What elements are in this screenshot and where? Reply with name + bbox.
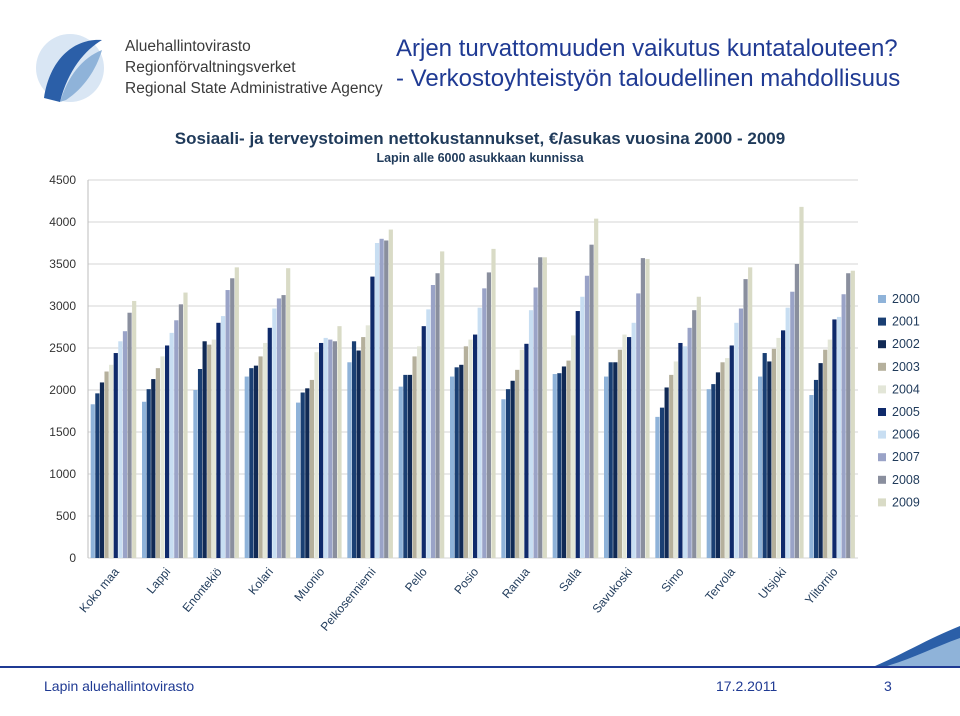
legend-swatch bbox=[878, 408, 886, 416]
legend-label: 2007 bbox=[892, 450, 920, 465]
bar bbox=[720, 362, 724, 558]
bar bbox=[566, 361, 570, 558]
bar bbox=[450, 377, 454, 558]
bar bbox=[669, 375, 673, 558]
logo-text bbox=[125, 36, 383, 99]
bar bbox=[123, 331, 127, 558]
bar bbox=[562, 366, 566, 558]
bar bbox=[268, 328, 272, 558]
bar bbox=[147, 389, 151, 558]
bar bbox=[655, 417, 659, 558]
bar bbox=[468, 340, 472, 558]
bar bbox=[809, 395, 813, 558]
bar bbox=[95, 393, 99, 558]
bar bbox=[198, 369, 202, 558]
x-tick-label: Tervola bbox=[702, 564, 738, 604]
bar bbox=[478, 308, 482, 558]
bar bbox=[235, 267, 239, 558]
bar bbox=[114, 353, 118, 558]
bar bbox=[216, 323, 220, 558]
chart-subtitle: Lapin alle 6000 asukkaan kunnissa bbox=[376, 151, 584, 165]
bar bbox=[408, 375, 412, 558]
y-tick-label: 4500 bbox=[49, 173, 76, 187]
bar bbox=[375, 243, 379, 558]
bar bbox=[435, 273, 439, 558]
bar bbox=[618, 350, 622, 558]
bar bbox=[632, 323, 636, 558]
bar bbox=[464, 346, 468, 558]
legend-swatch bbox=[878, 431, 886, 439]
bar bbox=[245, 377, 249, 558]
bar bbox=[482, 288, 486, 558]
bar bbox=[711, 384, 715, 558]
slide-title-line-2: - Verkostoyhteistyön taloudellinen mahdollisuus bbox=[396, 65, 901, 92]
y-tick-label: 1500 bbox=[49, 425, 76, 439]
bar bbox=[91, 404, 95, 558]
bar bbox=[459, 365, 463, 558]
page-number: 3 bbox=[884, 678, 892, 694]
chart-legend bbox=[878, 292, 920, 509]
footer-organization: Lapin aluehallintovirasto bbox=[44, 678, 195, 694]
bar bbox=[622, 335, 626, 558]
bar bbox=[417, 346, 421, 558]
bar bbox=[389, 230, 393, 558]
legend-label: 2009 bbox=[892, 495, 920, 510]
bar bbox=[426, 309, 430, 558]
slide-title bbox=[396, 34, 900, 94]
bar bbox=[580, 297, 584, 558]
bar bbox=[716, 372, 720, 558]
legend-swatch bbox=[878, 340, 886, 348]
x-tick-label: Simo bbox=[658, 564, 687, 595]
x-axis-ticks bbox=[77, 565, 841, 634]
logo-line-2: Regionförvaltningsverket bbox=[125, 59, 296, 76]
bar bbox=[823, 350, 827, 558]
bar bbox=[370, 277, 374, 558]
bar bbox=[473, 335, 477, 558]
bar bbox=[814, 380, 818, 558]
bar bbox=[127, 313, 131, 558]
bar bbox=[627, 337, 631, 558]
bar bbox=[594, 219, 598, 558]
x-tick-label: Muonio bbox=[291, 564, 328, 605]
bar bbox=[230, 278, 234, 558]
footer bbox=[0, 666, 960, 716]
bar bbox=[692, 310, 696, 558]
slide-title-line-1: Arjen turvattomuuden vaikutus kuntatalouteen? bbox=[396, 35, 898, 62]
bar bbox=[576, 311, 580, 558]
bar bbox=[272, 309, 276, 558]
bar bbox=[767, 361, 771, 558]
y-tick-label: 2500 bbox=[49, 341, 76, 355]
bar bbox=[380, 239, 384, 558]
legend-label: 2000 bbox=[892, 292, 920, 306]
bar bbox=[319, 343, 323, 558]
bar bbox=[296, 403, 300, 558]
bar bbox=[613, 362, 617, 558]
y-axis-ticks bbox=[49, 173, 76, 565]
agency-logo bbox=[30, 28, 390, 108]
bar bbox=[799, 207, 803, 558]
y-tick-label: 3500 bbox=[49, 257, 76, 271]
bar bbox=[665, 387, 669, 558]
bar bbox=[422, 326, 426, 558]
bar bbox=[683, 346, 687, 558]
x-tick-label: Ylitornio bbox=[802, 564, 841, 608]
legend-label: 2006 bbox=[892, 427, 920, 442]
bar bbox=[790, 292, 794, 558]
bar bbox=[609, 362, 613, 558]
logo-line-3: Regional State Administrative Agency bbox=[125, 80, 383, 97]
bar bbox=[165, 345, 169, 558]
bar bbox=[837, 317, 841, 558]
x-tick-label: Salla bbox=[556, 564, 584, 595]
bar bbox=[636, 293, 640, 558]
bar bbox=[203, 341, 207, 558]
bar bbox=[739, 309, 743, 558]
bar bbox=[301, 393, 305, 558]
bar bbox=[589, 245, 593, 558]
bar bbox=[337, 326, 341, 558]
bar bbox=[758, 377, 762, 558]
bar bbox=[277, 298, 281, 558]
y-tick-label: 4000 bbox=[49, 215, 76, 229]
bar bbox=[688, 328, 692, 558]
bar bbox=[786, 308, 790, 558]
legend-swatch bbox=[878, 363, 886, 371]
footer-divider bbox=[0, 666, 960, 668]
bar bbox=[361, 337, 365, 558]
bar bbox=[763, 353, 767, 558]
bar bbox=[226, 290, 230, 558]
bar bbox=[743, 279, 747, 558]
x-tick-label: Enontekiö bbox=[179, 564, 225, 615]
bar bbox=[333, 341, 337, 558]
bar bbox=[529, 310, 533, 558]
legend-label: 2004 bbox=[892, 382, 920, 397]
bar bbox=[776, 338, 780, 558]
bar bbox=[286, 268, 290, 558]
bar bbox=[399, 387, 403, 558]
y-tick-label: 3000 bbox=[49, 299, 76, 313]
bar bbox=[501, 399, 505, 558]
bar bbox=[557, 373, 561, 558]
bar bbox=[819, 363, 823, 558]
legend-label: 2002 bbox=[892, 337, 920, 352]
bar bbox=[795, 264, 799, 558]
bar bbox=[328, 340, 332, 558]
bar bbox=[403, 375, 407, 558]
bar-chart bbox=[30, 120, 940, 650]
legend-swatch bbox=[878, 318, 886, 326]
y-tick-label: 500 bbox=[55, 509, 76, 523]
bar bbox=[455, 367, 459, 558]
bar bbox=[515, 370, 519, 558]
bar bbox=[645, 259, 649, 558]
legend-swatch bbox=[878, 385, 886, 393]
bar bbox=[151, 379, 155, 558]
bar bbox=[846, 273, 850, 558]
bar bbox=[221, 316, 225, 558]
bar bbox=[524, 344, 528, 558]
bar bbox=[641, 258, 645, 558]
bar bbox=[697, 297, 701, 558]
bar bbox=[142, 402, 146, 558]
x-tick-label: Savukoski bbox=[589, 564, 636, 616]
x-tick-label: Pelkosenniemi bbox=[317, 564, 379, 634]
bar bbox=[828, 340, 832, 558]
x-tick-label: Ranua bbox=[499, 564, 533, 602]
x-tick-label: Lappi bbox=[143, 564, 174, 597]
bar bbox=[412, 356, 416, 558]
bar bbox=[725, 358, 729, 558]
bar bbox=[352, 341, 356, 558]
chart-title: Sosiaali- ja terveystoimen nettokustannukset, €/asukas vuosina 2000 - 2009 bbox=[174, 129, 786, 148]
bar bbox=[851, 271, 855, 558]
y-tick-label: 2000 bbox=[49, 383, 76, 397]
bar bbox=[487, 272, 491, 558]
bar bbox=[660, 408, 664, 558]
legend-swatch bbox=[878, 498, 886, 506]
bar bbox=[730, 345, 734, 558]
bar bbox=[324, 338, 328, 558]
bar bbox=[440, 251, 444, 558]
bar bbox=[310, 380, 314, 558]
legend-swatch bbox=[878, 295, 886, 303]
bar bbox=[179, 304, 183, 558]
bar bbox=[832, 319, 836, 558]
bar bbox=[357, 351, 361, 558]
bar bbox=[305, 388, 309, 558]
bar bbox=[678, 343, 682, 558]
bar bbox=[506, 389, 510, 558]
bar bbox=[258, 356, 262, 558]
bar bbox=[100, 382, 104, 558]
bar bbox=[183, 293, 187, 558]
bar bbox=[604, 377, 608, 558]
bar bbox=[842, 294, 846, 558]
y-tick-label: 0 bbox=[69, 551, 76, 565]
bar bbox=[263, 343, 267, 558]
legend-swatch bbox=[878, 476, 886, 484]
bar bbox=[281, 295, 285, 558]
bar bbox=[571, 335, 575, 558]
bar bbox=[585, 276, 589, 558]
logo-line-1: Aluehallintovirasto bbox=[125, 38, 251, 55]
footer-wave-icon bbox=[870, 626, 960, 668]
bar bbox=[511, 381, 515, 558]
legend-label: 2005 bbox=[892, 405, 920, 419]
bar bbox=[431, 285, 435, 558]
bar bbox=[366, 325, 370, 558]
legend-swatch bbox=[878, 453, 886, 461]
bar bbox=[347, 362, 351, 558]
bar bbox=[118, 341, 122, 558]
bar bbox=[734, 323, 738, 558]
bar bbox=[170, 333, 174, 558]
bar bbox=[491, 249, 495, 558]
bar bbox=[520, 350, 524, 558]
bar bbox=[538, 257, 542, 558]
bar bbox=[543, 257, 547, 558]
bar bbox=[132, 301, 136, 558]
bar bbox=[156, 368, 160, 558]
x-tick-label: Kolari bbox=[245, 564, 276, 598]
bar bbox=[772, 349, 776, 558]
bar bbox=[207, 345, 211, 558]
x-tick-label: Pello bbox=[402, 564, 430, 595]
legend-label: 2008 bbox=[892, 472, 920, 487]
bar bbox=[254, 366, 258, 558]
bar bbox=[104, 372, 108, 558]
bar bbox=[781, 330, 785, 558]
footer-date: 17.2.2011 bbox=[716, 678, 778, 694]
bar bbox=[160, 356, 164, 558]
bar bbox=[534, 288, 538, 558]
bar bbox=[174, 320, 178, 558]
bar bbox=[249, 368, 253, 558]
x-tick-label: Posio bbox=[451, 564, 482, 597]
bar bbox=[109, 365, 113, 558]
bar bbox=[384, 240, 388, 558]
legend-label: 2003 bbox=[892, 359, 920, 374]
chart-bars bbox=[91, 207, 855, 558]
bar bbox=[748, 267, 752, 558]
x-tick-label: Koko maa bbox=[76, 564, 122, 616]
bar bbox=[707, 389, 711, 558]
bar bbox=[553, 374, 557, 558]
legend-label: 2001 bbox=[892, 314, 920, 329]
bar bbox=[314, 352, 318, 558]
x-tick-label: Utsjoki bbox=[755, 564, 790, 602]
bar bbox=[193, 390, 197, 558]
bar bbox=[674, 361, 678, 558]
regional-agency-logo-icon bbox=[30, 28, 110, 108]
bar bbox=[212, 340, 216, 558]
y-tick-label: 1000 bbox=[49, 467, 76, 481]
